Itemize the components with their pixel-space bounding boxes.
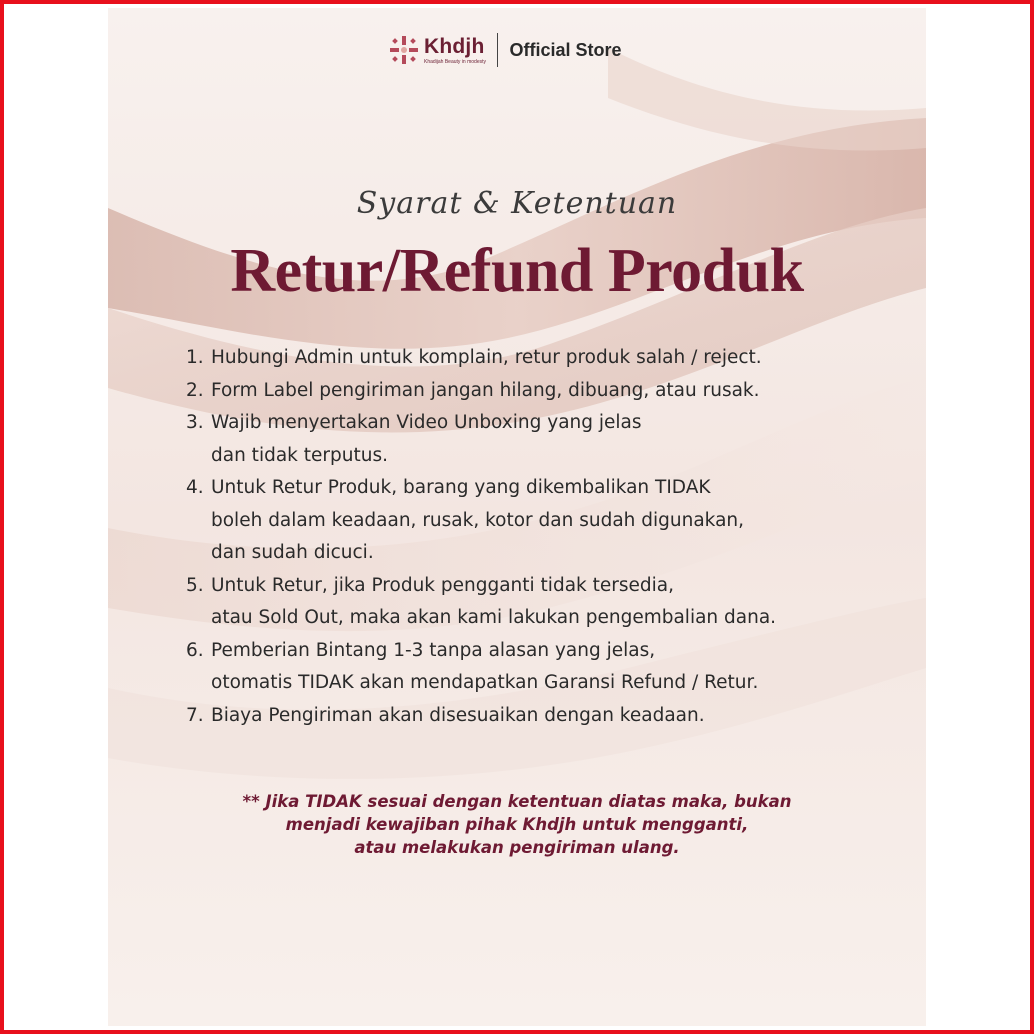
rule-item bbox=[186, 700, 886, 733]
footnote-line: menjadi kewajiban pihak Khdjh untuk mengganti, bbox=[285, 815, 749, 834]
rule-item bbox=[186, 472, 886, 505]
rule-number bbox=[186, 505, 211, 538]
rule-text: Wajib menyertakan Video Unboxing yang jelas bbox=[211, 412, 642, 433]
footnote-line: atau melakukan pengiriman ulang. bbox=[354, 838, 680, 857]
rule-text: otomatis TIDAK akan mendapatkan Garansi Refund / Retur. bbox=[211, 672, 759, 693]
rule-number: 3. bbox=[186, 412, 204, 433]
rule-item bbox=[186, 375, 886, 408]
brand-text bbox=[424, 36, 486, 65]
brand-name: Khdjh bbox=[424, 34, 485, 58]
rule-text: boleh dalam keadaan, rusak, kotor dan sudah digunakan, bbox=[211, 509, 745, 531]
rule-item-continuation bbox=[186, 537, 886, 570]
footnote bbox=[108, 790, 926, 859]
rule-text: dan tidak terputus. bbox=[211, 444, 388, 466]
poster bbox=[108, 8, 926, 1026]
rule-number: 5. bbox=[186, 574, 204, 596]
rule-text: dan sudah dicuci. bbox=[211, 542, 374, 563]
rule-text: Hubungi Admin untuk komplain, retur produk salah / reject. bbox=[211, 347, 762, 368]
khdjh-logo-icon bbox=[388, 34, 420, 66]
rule-text: atau Sold Out, maka akan kami lakukan pengembalian dana. bbox=[211, 607, 777, 628]
rule-text: Biaya Pengiriman akan disesuaikan dengan keadaan. bbox=[211, 704, 705, 726]
rule-number bbox=[186, 602, 211, 635]
rule-item bbox=[186, 635, 886, 668]
rules-list bbox=[186, 342, 886, 732]
rule-number bbox=[186, 667, 211, 700]
rule-number bbox=[186, 537, 211, 570]
footnote-line: ** Jika TIDAK sesuai dengan ketentuan diatas maka, bukan bbox=[242, 792, 792, 811]
rule-number: 7. bbox=[186, 704, 204, 726]
rule-item bbox=[186, 570, 886, 603]
rule-text: Form Label pengiriman jangan hilang, dibuang, atau rusak. bbox=[211, 379, 760, 401]
brand-divider bbox=[497, 33, 499, 67]
brand-header bbox=[388, 32, 622, 68]
rule-text: Untuk Retur Produk, barang yang dikembalikan TIDAK bbox=[211, 477, 711, 498]
rule-item-continuation bbox=[186, 667, 886, 700]
brand-tagline: Khadijah Beauty in modesty bbox=[424, 58, 486, 65]
official-store-label: Official Store bbox=[509, 39, 622, 60]
rule-text: Pemberian Bintang 1-3 tanpa alasan yang jelas, bbox=[211, 639, 656, 661]
page-title: Retur/Refund Produk bbox=[230, 237, 804, 305]
rule-number: 2. bbox=[186, 379, 204, 401]
rule-number: 6. bbox=[186, 639, 204, 661]
rule-number: 1. bbox=[186, 347, 204, 368]
rule-text: Untuk Retur, jika Produk pengganti tidak tersedia, bbox=[211, 574, 674, 596]
rule-item-continuation bbox=[186, 440, 886, 473]
rule-item-continuation bbox=[186, 602, 886, 635]
rule-number: 4. bbox=[186, 477, 204, 498]
rule-item-continuation bbox=[186, 505, 886, 538]
rule-item bbox=[186, 407, 886, 440]
rule-item bbox=[186, 342, 886, 375]
script-title: Syarat & Ketentuan bbox=[356, 186, 678, 221]
rule-number bbox=[186, 440, 211, 473]
